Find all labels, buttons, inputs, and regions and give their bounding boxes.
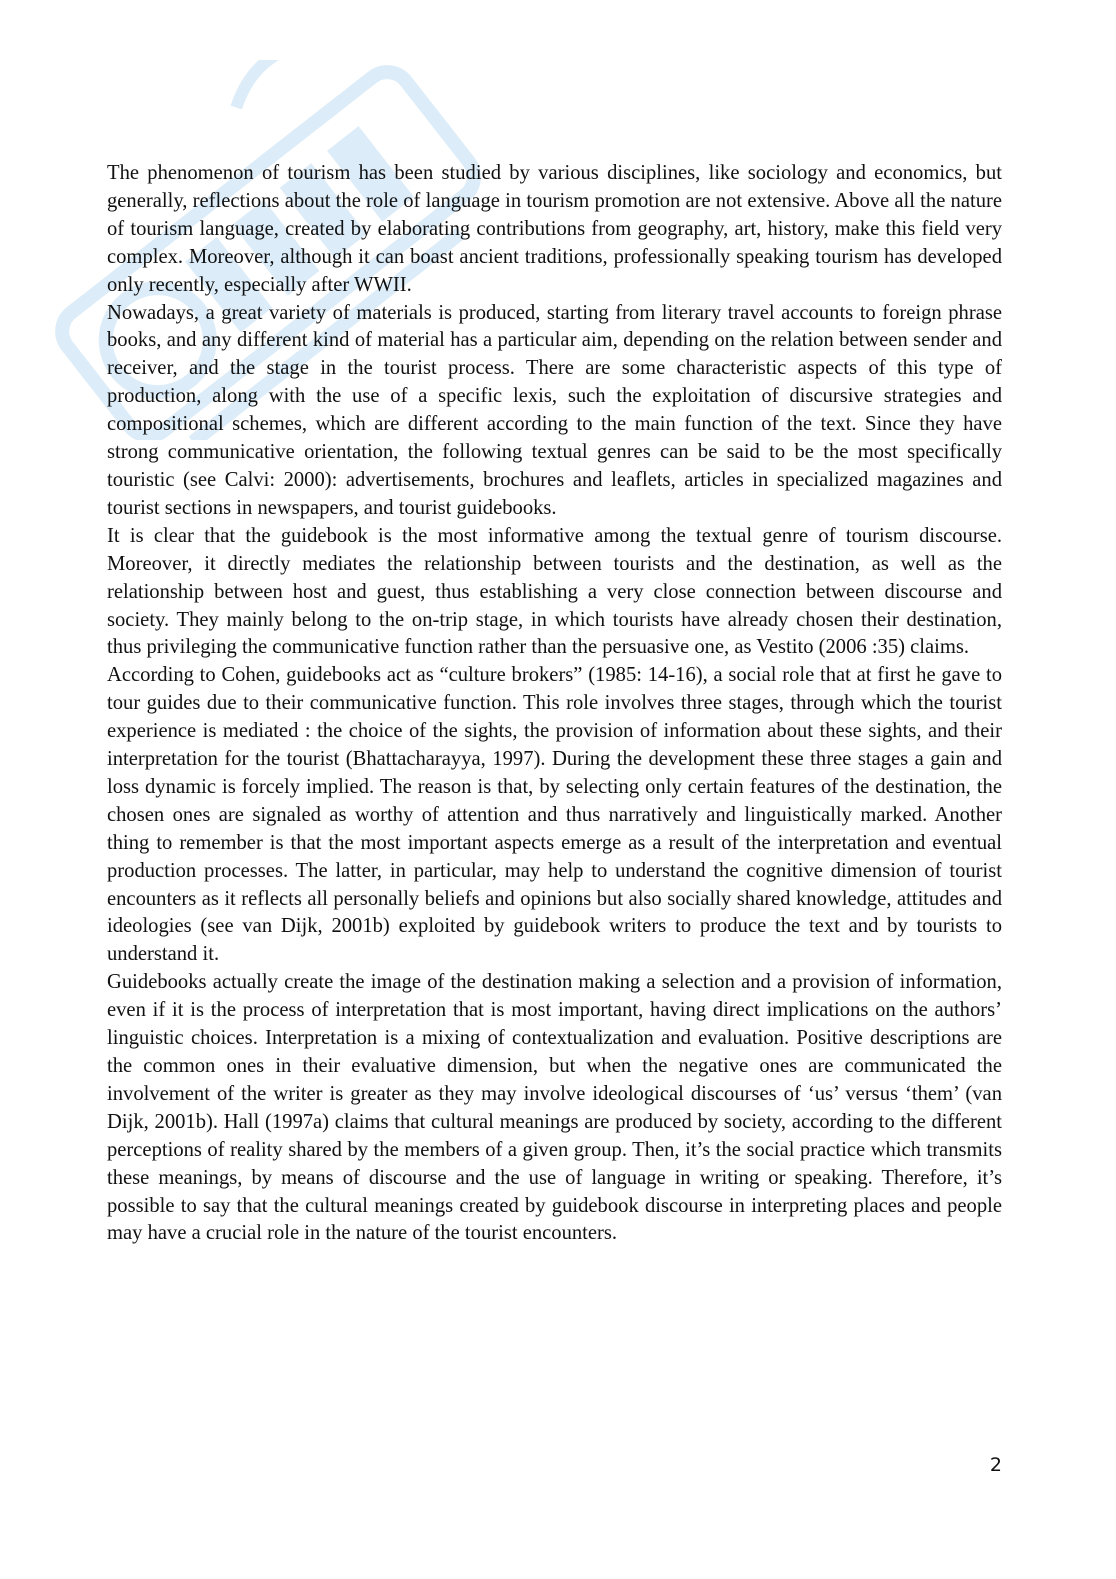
- page-number: 2: [989, 1454, 1002, 1476]
- paragraph: It is clear that the guidebook is the most informative among the textual genre of tourism discourse. Moreover, it directly mediates the relationship between tourists and the destination, as well as the relationship between host and guest, thus establishing a very close connection between discourse and society. They mainly belong to the on-trip stage, in which tourists have already chosen their destination, thus privileging the communicative function rather than the persuasive one, as Vestito (2006 :35) claims.: [107, 524, 1002, 659]
- paragraph: The phenomenon of tourism has been studied by various disciplines, like sociology and economics, but generally, reflections about the role of language in tourism promotion are not extensive. Above all the nature of tourism language, created by elaborating contributions from geography, art, history, make this field very complex. Moreover, although it can boast ancient traditions, professionally speaking tourism has developed only recently, especially after WWII.: [107, 162, 1002, 296]
- paragraph: Guidebooks actually create the image of the destination making a selection and a provision of information, even if it is the process of interpretation that is most important, having direct implications on the authors’ linguistic choices. Interpretation is a mixing of contextualization and evaluation. Positive descriptions are the common ones in their evaluative dimension, but when the negative ones are communicated the involvement of the writer is greater as they may involve ideological discourses of ‘us’ versus ‘them’ (van Dijk, 2001b). Hall (1997a) claims that cultural meanings are produced by society, according to the different perceptions of reality shared by the members of a given group. Then, it’s the social practice which transmits these meanings, by means of discourse and the use of language in writing or speaking. Therefore, it’s possible to say that the cultural meanings created by guidebook discourse in interpreting places and people may have a crucial role in the nature of the tourist encounters.: [107, 971, 1002, 1245]
- body-text: [107, 160, 1002, 1248]
- paragraph: Nowadays, a great variety of materials is produced, starting from literary travel accounts to foreign phrase books, and any different kind of material has a particular aim, depending on the relation between sender and receiver, and the stage in the tourist process. There are some characteristic aspects of this type of production, along with the use of a specific lexis, such the exploitation of discursive strategies and compositional schemes, which are different according to the main function of the text. Since they have strong communicative orientation, the following textual genres can be said to be the most specifically touristic (see Calvi: 2000): advertisements, brochures and leaflets, articles in specialized magazines and tourist sections in newspapers, and tourist guidebooks.: [107, 301, 1002, 519]
- paragraph: According to Cohen, guidebooks act as “culture brokers” (1985: 14-16), a social role that at first he gave to tour guides due to their communicative function. This role involves three stages, through which the tourist experience is mediated : the choice of the sights, the provision of information about these sights, and their interpretation for the tourist (Bhattacharayya, 1997). During the development these three stages a gain and loss dynamic is forcely implied. The reason is that, by selecting only certain features of the destination, the chosen ones are signaled as worthy of attention and thus narratively and linguistically marked. Another thing to remember is that the most important aspects emerge as a result of the interpretation and eventual production processes. The latter, in particular, may help to understand the cognitive dimension of tourist encounters as it reflects all personally beliefs and opinions but also socially shared knowledge, attitudes and ideologies (see van Dijk, 2001b) exploited by guidebook writers to produce the text and by tourists to understand it.: [107, 664, 1002, 966]
